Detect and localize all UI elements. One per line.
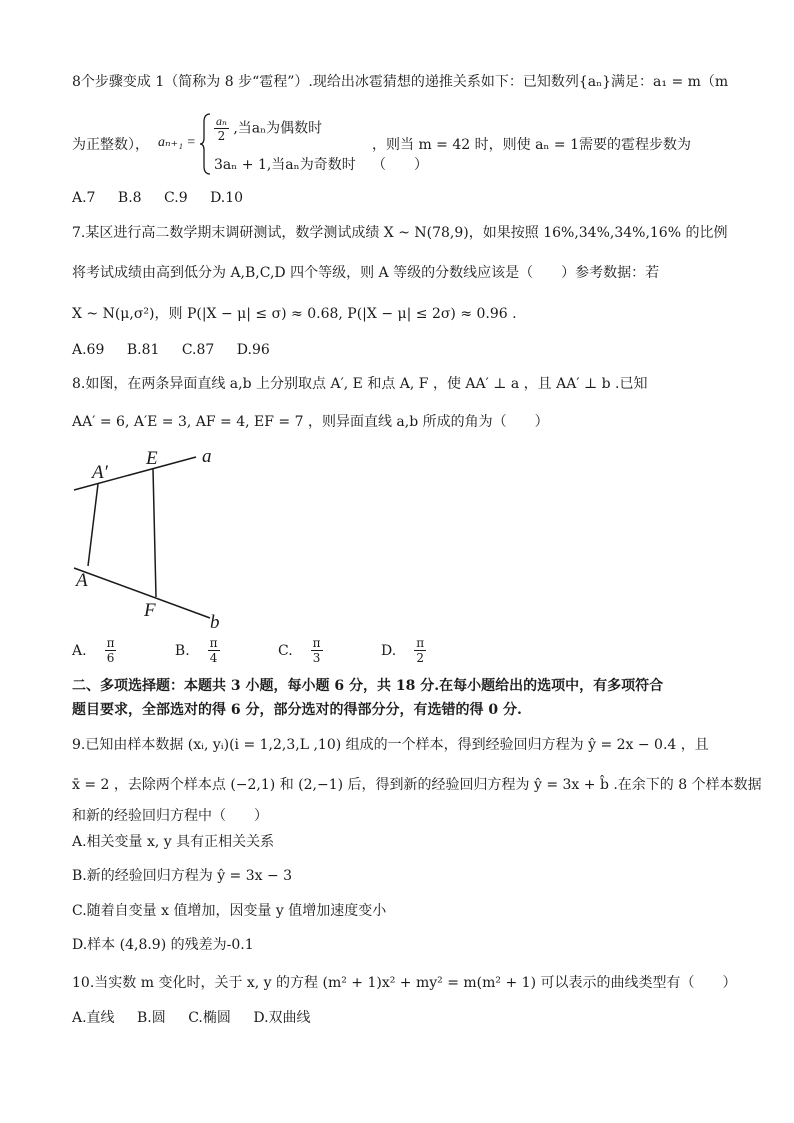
skew-lines-figure [70,440,230,630]
q8-line1: 8.如图，在两条异面直线 a,b 上分别取点 A′, E 和点 A, F ，使 AA′ ⊥ a ，且 AA′ ⊥ b .已知 [72,376,648,392]
label-a-prime: A′ [92,462,108,483]
q6-case2: 3aₙ + 1,当aₙ为奇数时 [214,157,356,173]
label-f: F [144,600,156,621]
q10-option-b[interactable]: B.圆 [137,1010,166,1026]
q6-suffix: ，则当 m = 42 时，则使 aₙ = 1需要的雹程步数为（ ） [372,137,692,173]
q6-prefix: 为正整数）， [72,137,149,153]
q6-case1-fraction: $\frac{\text{aₙ}}{2}$ [216,114,227,143]
q8-option-b[interactable]: B. $\frac{\pi}{4}$ [174,636,218,665]
q10-line1: 10.当实数 m 变化时，关于 x, y 的方程 (m² + 1)x² + my² = m(m² + 1) 可以表示的曲线类型有（ ） [72,975,737,991]
q7-options [72,340,734,360]
q7-line2: 将考试成绩由高到低分为 A,B,C,D 四个等级，则 A 等级的分数线应该是（ ）参考数据：若 [72,265,660,281]
q8-option-a[interactable]: A. $\frac{\pi}{6}$ [72,636,115,665]
q10-option-a[interactable]: A.直线 [72,1010,115,1026]
q10-options [72,1008,734,1028]
q10-option-c[interactable]: C.椭圆 [188,1010,231,1026]
segment-aa-prime [88,484,98,566]
q6-lhs: aₙ₊₁ = [158,135,196,150]
q6-recurrence [72,112,732,176]
q6-option-c[interactable]: C.9 [164,190,188,206]
brace-icon [198,112,212,176]
label-e: E [146,448,158,469]
q7-line1: 7.某区进行高二数学期末调研测试，数学测试成绩 X ~ N(78,9)，如果按照 16%,34%,34%,16% 的比例 [72,225,728,241]
q9-line3: 和新的经验回归方程中（ ） [72,808,268,824]
q6-option-d[interactable]: D.10 [210,190,244,206]
q6-case1: $\frac{\text{aₙ}}{2}$ ,当aₙ为偶数时 [216,114,323,143]
section2-heading-line2: 题目要求，全部选对的得 6 分，部分选对的得部分分，有选错的得 0 分. [72,702,522,718]
segment-ef [153,469,156,597]
label-line-b: b [210,612,220,630]
q7-option-b[interactable]: B.81 [126,342,160,358]
label-a: A [76,570,88,591]
q6-options [72,188,734,208]
q8-line2: AA′ = 6, A′E = 3, AF = 4, EF = 7 ，则异面直线 a,b 所成的角为（ ） [72,414,549,430]
q6-option-b[interactable]: B.8 [117,190,142,206]
q9-option-c[interactable]: C.随着自变量 x 值增加，因变量 y 值增加速度变小 [72,903,387,919]
section2-heading-line1: 二、多项选择题：本题共 3 小题，每小题 6 分，共 18 分.在每小题给出的选项中，有多项符合 [72,678,664,694]
q6-line1: 8个步骤变成 1（简称为 8 步“雹程”）.现给出冰雹猜想的递推关系如下：已知数列{aₙ}满足：a₁ = m（m [72,74,729,90]
q7-option-d[interactable]: D.96 [236,342,270,358]
q10-option-d[interactable]: D.双曲线 [253,1010,311,1026]
q7-option-a[interactable]: A.69 [72,342,105,358]
q6-option-a[interactable]: A.7 [72,190,96,206]
q9-line1: 9.已知由样本数据 (xᵢ, yᵢ)(i = 1,2,3,L ,10) 组成的一个样本，得到经验回归方程为 ŷ = 2x − 0.4 ，且 [72,737,709,753]
q8-option-d[interactable]: D. $\frac{\pi}{2}$ [381,636,425,665]
q7-line3: X ~ N(μ,σ²)，则 P(|X − μ| ≤ σ) ≈ 0.68, P(|X − μ| ≤ 2σ) ≈ 0.96 . [72,306,517,322]
q9-option-d[interactable]: D.样本 (4,8.9) 的残差为-0.1 [72,937,254,953]
label-line-a: a [202,446,212,467]
q8-options [72,636,734,665]
q9-option-b[interactable]: B.新的经验回归方程为 ŷ = 3x − 3 [72,868,293,884]
q9-line2: x̄ = 2 ，去除两个样本点 (−2,1) 和 (2,−1) 后，得到新的经验回归方程为 ŷ = 3x + b̂ .在余下的 8 个样本数据 [72,777,762,793]
q9-option-a[interactable]: A.相关变量 x, y 具有正相关关系 [72,834,275,850]
line-b [74,568,210,618]
q8-option-c[interactable]: C. $\frac{\pi}{3}$ [278,636,321,665]
q7-option-c[interactable]: C.87 [181,342,215,358]
